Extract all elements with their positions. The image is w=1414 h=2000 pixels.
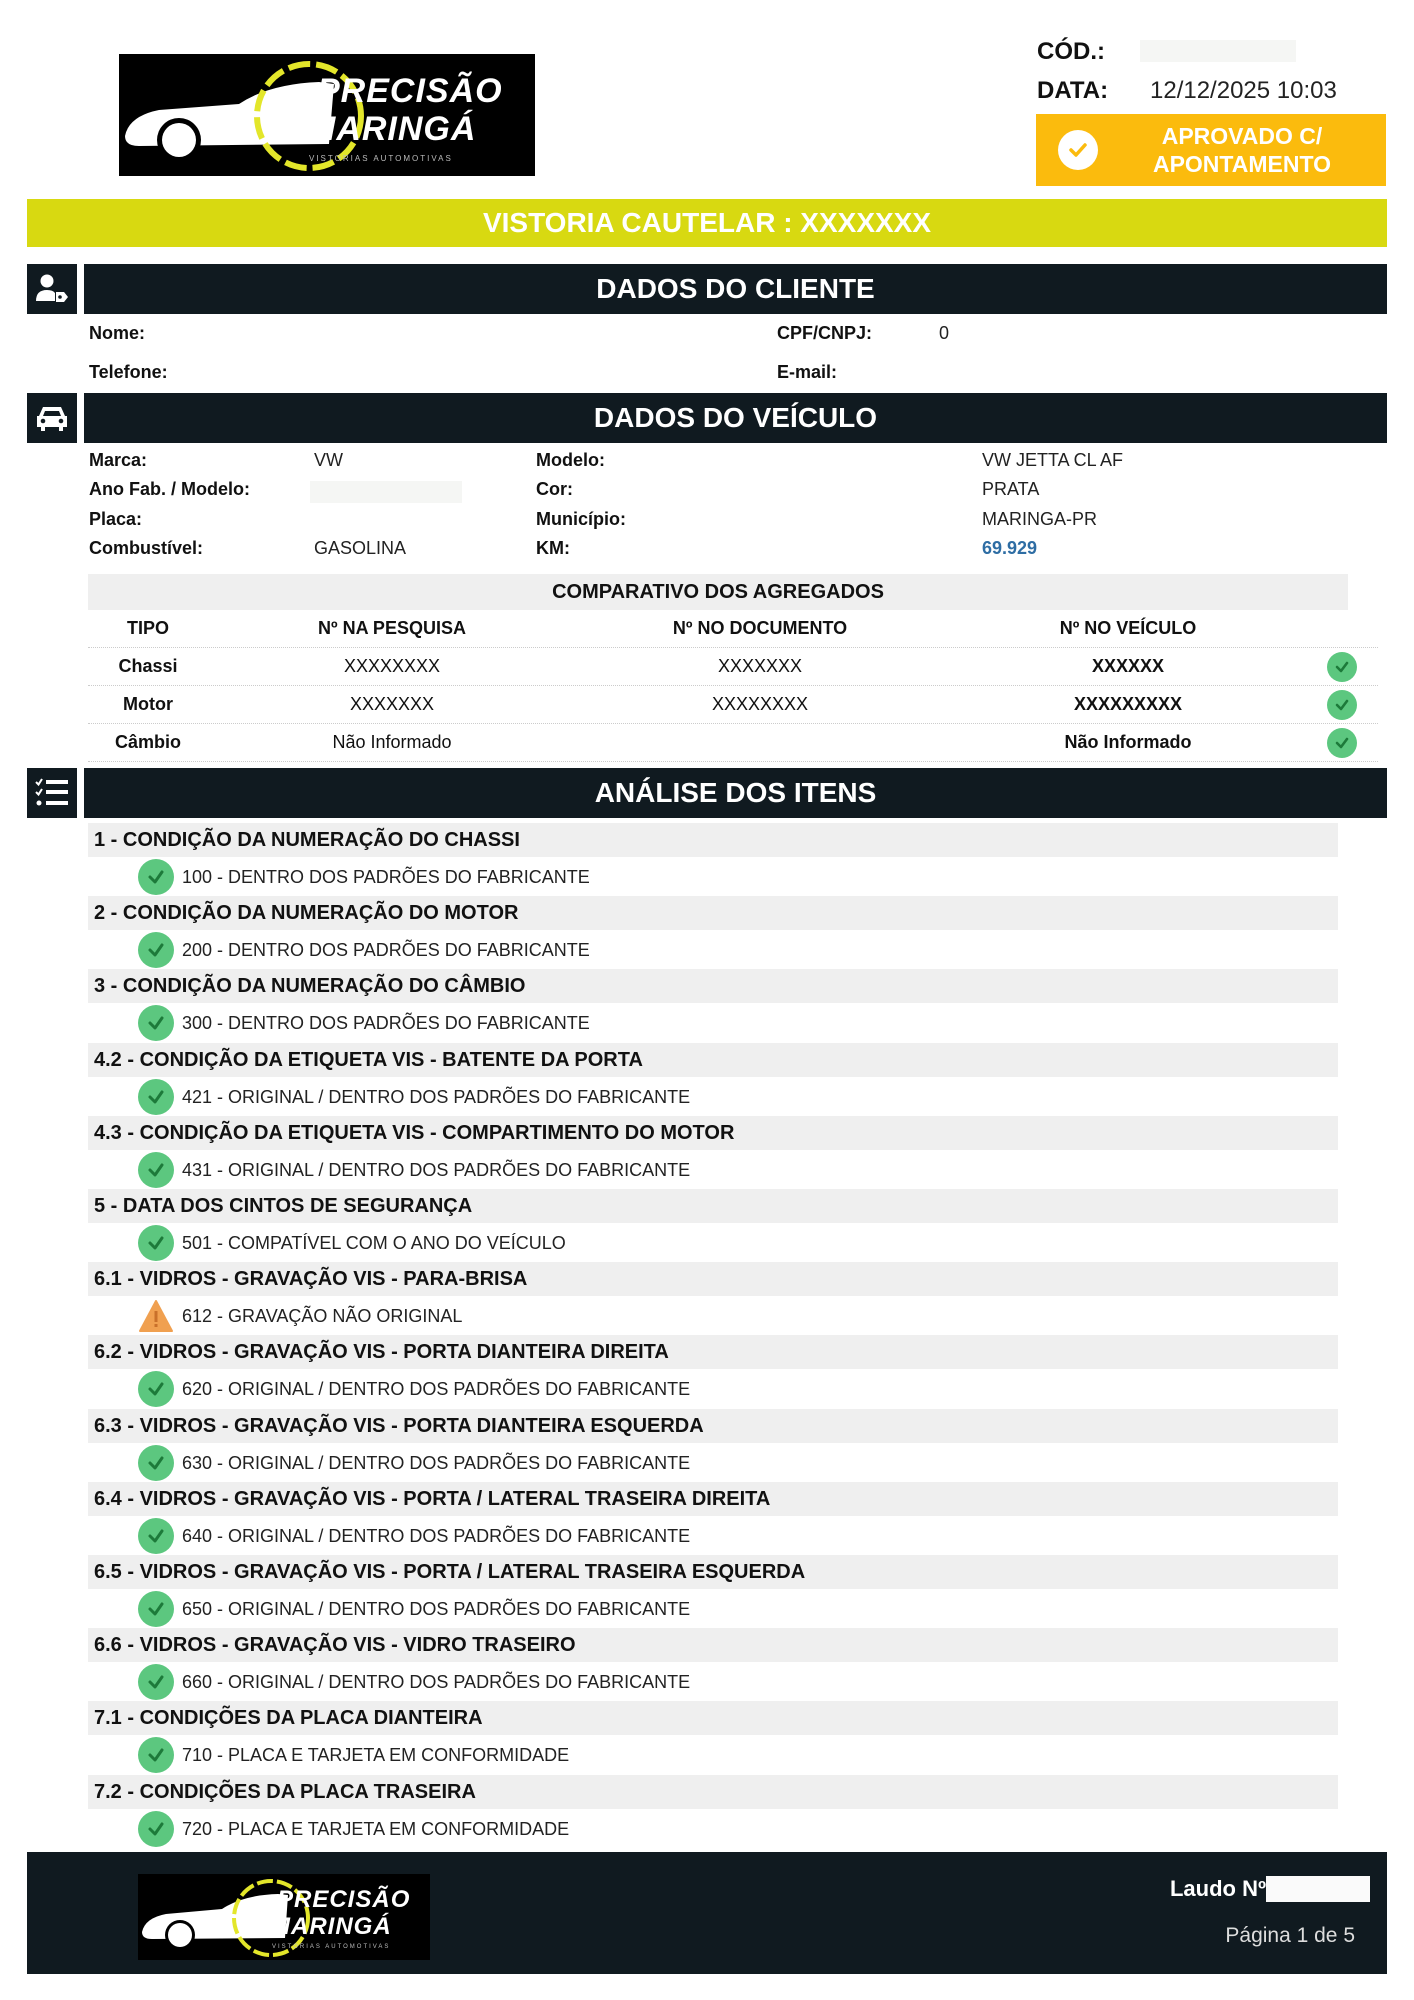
cpf-label: CPF/CNPJ: bbox=[777, 323, 873, 343]
analysis-item-title: 7.2 - CONDIÇÕES DA PLACA TRASEIRA bbox=[88, 1775, 1338, 1809]
cpf-value: 0 bbox=[939, 323, 950, 343]
result-text: 650 - ORIGINAL / DENTRO DOS PADRÕES DO FABRICANTE bbox=[182, 1598, 691, 1619]
combustivel-label: Combustível: bbox=[89, 538, 204, 558]
result-text: 300 - DENTRO DOS PADRÕES DO FABRICANTE bbox=[182, 1012, 590, 1033]
analysis-item-title: 6.5 - VIDROS - GRAVAÇÃO VIS - PORTA / LATERAL TRASEIRA ESQUERDA bbox=[88, 1555, 1338, 1589]
cell-veiculo: XXXXXX bbox=[1091, 656, 1165, 676]
footer-logo bbox=[138, 1874, 430, 1960]
check-circle-icon bbox=[138, 1079, 174, 1115]
result-text: 710 - PLACA E TARJETA EM CONFORMIDADE bbox=[182, 1744, 570, 1765]
check-circle-icon bbox=[1327, 652, 1357, 682]
municipio-value: MARINGA-PR bbox=[982, 509, 1098, 529]
cell-tipo: Câmbio bbox=[114, 732, 181, 752]
ano-label: Ano Fab. / Modelo: bbox=[89, 479, 250, 499]
analysis-item-result bbox=[138, 1078, 690, 1116]
cod-label: CÓD.: bbox=[1037, 38, 1105, 65]
company-logo bbox=[119, 54, 535, 176]
col-header-tipo: TIPO bbox=[126, 618, 169, 638]
analysis-item-title: 6.4 - VIDROS - GRAVAÇÃO VIS - PORTA / LATERAL TRASEIRA DIREITA bbox=[88, 1482, 1338, 1516]
marca-label: Marca: bbox=[89, 450, 148, 470]
result-text: 640 - ORIGINAL / DENTRO DOS PADRÕES DO FABRICANTE bbox=[182, 1525, 691, 1546]
result-text: 720 - PLACA E TARJETA EM CONFORMIDADE bbox=[182, 1818, 570, 1839]
analysis-item-title: 1 - CONDIÇÃO DA NUMERAÇÃO DO CHASSI bbox=[88, 823, 1338, 857]
analysis-item-result bbox=[138, 858, 590, 896]
result-text: 431 - ORIGINAL / DENTRO DOS PADRÕES DO FABRICANTE bbox=[182, 1159, 691, 1180]
col-header-pesquisa: Nº NA PESQUISA bbox=[318, 618, 466, 638]
col-header-veiculo: Nº NO VEÍCULO bbox=[1059, 618, 1197, 638]
check-circle-icon bbox=[1327, 690, 1357, 720]
cell-veiculo: XXXXXXXXX bbox=[1073, 694, 1183, 714]
marca-value: VW bbox=[314, 450, 343, 470]
analysis-item-title: 6.3 - VIDROS - GRAVAÇÃO VIS - PORTA DIANTEIRA ESQUERDA bbox=[88, 1409, 1338, 1443]
analysis-item-result bbox=[138, 1224, 566, 1262]
km-label: KM: bbox=[536, 538, 570, 558]
checklist-icon bbox=[27, 768, 77, 818]
warning-icon bbox=[138, 1298, 174, 1334]
analysis-item-title: 4.3 - CONDIÇÃO DA ETIQUETA VIS - COMPARTIMENTO DO MOTOR bbox=[88, 1116, 1338, 1150]
check-circle-icon bbox=[138, 1664, 174, 1700]
analysis-item-result bbox=[138, 1736, 569, 1774]
analysis-item-title: 6.2 - VIDROS - GRAVAÇÃO VIS - PORTA DIANTEIRA DIREITA bbox=[88, 1335, 1338, 1369]
analysis-item-title: 6.1 - VIDROS - GRAVAÇÃO VIS - PARA-BRISA bbox=[88, 1262, 1338, 1296]
page-title: VISTORIA CAUTELAR : XXXXXXX bbox=[27, 199, 1387, 247]
laudo-number bbox=[1170, 1876, 1370, 1902]
logo-line1: PRECISÃO bbox=[277, 1886, 411, 1913]
analysis-item-title: 2 - CONDIÇÃO DA NUMERAÇÃO DO MOTOR bbox=[88, 896, 1338, 930]
result-text: 660 - ORIGINAL / DENTRO DOS PADRÕES DO FABRICANTE bbox=[182, 1671, 691, 1692]
cor-label: Cor: bbox=[536, 479, 573, 499]
municipio-label: Município: bbox=[536, 509, 626, 529]
status-line1: APROVADO C/ bbox=[1161, 123, 1323, 149]
analysis-item-result bbox=[138, 1590, 690, 1628]
cell-tipo: Chassi bbox=[118, 656, 178, 676]
check-circle-icon bbox=[138, 859, 174, 895]
laudo-label: Laudo Nº bbox=[1169, 1876, 1266, 1901]
result-text: 200 - DENTRO DOS PADRÕES DO FABRICANTE bbox=[182, 939, 590, 960]
analysis-item-result bbox=[138, 1663, 690, 1701]
status-text bbox=[1098, 122, 1386, 178]
logo-line1: PRECISÃO bbox=[317, 72, 503, 110]
comparativo-header-row bbox=[88, 610, 1378, 648]
result-text: 612 - GRAVAÇÃO NÃO ORIGINAL bbox=[182, 1305, 463, 1326]
check-circle-icon bbox=[138, 1737, 174, 1773]
cell-pesquisa: XXXXXXXX bbox=[343, 656, 441, 676]
analysis-item-title: 3 - CONDIÇÃO DA NUMERAÇÃO DO CÂMBIO bbox=[88, 969, 1338, 1003]
result-text: 501 - COMPATÍVEL COM O ANO DO VEÍCULO bbox=[182, 1232, 566, 1253]
logo-tagline: VISTORIAS AUTOMOTIVAS bbox=[272, 1944, 391, 1950]
analysis-item-result bbox=[138, 931, 590, 969]
analysis-item-title: 6.6 - VIDROS - GRAVAÇÃO VIS - VIDRO TRASEIRO bbox=[88, 1628, 1338, 1662]
data-label: DATA: bbox=[1037, 77, 1109, 104]
analysis-item-result bbox=[138, 1297, 462, 1335]
cod-value bbox=[1140, 40, 1296, 62]
car-icon bbox=[27, 393, 77, 443]
check-circle-icon bbox=[1327, 728, 1357, 758]
check-circle-icon bbox=[138, 1518, 174, 1554]
email-label: E-mail: bbox=[777, 362, 838, 382]
result-text: 100 - DENTRO DOS PADRÕES DO FABRICANTE bbox=[182, 866, 590, 887]
table-row bbox=[88, 686, 1378, 724]
result-text: 620 - ORIGINAL / DENTRO DOS PADRÕES DO FABRICANTE bbox=[182, 1378, 691, 1399]
check-circle-icon bbox=[138, 1225, 174, 1261]
km-value: 69.929 bbox=[982, 538, 1038, 558]
analysis-item-result bbox=[138, 1810, 569, 1848]
ano-value bbox=[310, 481, 462, 503]
section-header-veiculo: DADOS DO VEÍCULO bbox=[84, 393, 1387, 443]
comparativo-title: COMPARATIVO DOS AGREGADOS bbox=[88, 574, 1348, 610]
logo-tagline: VISTORIAS AUTOMOTIVAS bbox=[309, 154, 453, 163]
cell-pesquisa: Não Informado bbox=[332, 732, 452, 752]
cor-value: PRATA bbox=[982, 479, 1040, 499]
section-header-analise: ANÁLISE DOS ITENS bbox=[84, 768, 1387, 818]
placa-label: Placa: bbox=[89, 509, 143, 529]
result-text: 421 - ORIGINAL / DENTRO DOS PADRÕES DO FABRICANTE bbox=[182, 1086, 691, 1107]
data-value: 12/12/2025 10:03 bbox=[1150, 77, 1337, 104]
check-circle-icon bbox=[138, 1811, 174, 1847]
check-circle-icon bbox=[138, 1445, 174, 1481]
table-row bbox=[88, 648, 1378, 686]
user-tag-icon bbox=[27, 264, 77, 314]
modelo-label: Modelo: bbox=[536, 450, 605, 470]
telefone-label: Telefone: bbox=[89, 362, 168, 382]
cell-veiculo: Não Informado bbox=[1064, 732, 1192, 752]
analysis-item-result bbox=[138, 1370, 690, 1408]
analysis-item-result bbox=[138, 1444, 690, 1482]
modelo-value: VW JETTA CL AF bbox=[982, 450, 1124, 470]
analysis-item-result bbox=[138, 1151, 690, 1189]
status-line2: APONTAMENTO bbox=[1152, 151, 1332, 177]
analysis-item-title: 4.2 - CONDIÇÃO DA ETIQUETA VIS - BATENTE DA PORTA bbox=[88, 1043, 1338, 1077]
logo-line2: MARINGÁ bbox=[270, 1913, 392, 1940]
status-badge bbox=[1036, 114, 1386, 186]
page-indicator: Página 1 de 5 bbox=[1225, 1924, 1355, 1947]
analysis-item-result bbox=[138, 1517, 690, 1555]
analysis-item-title: 7.1 - CONDIÇÕES DA PLACA DIANTEIRA bbox=[88, 1701, 1338, 1735]
check-circle-icon bbox=[138, 1371, 174, 1407]
check-circle-icon bbox=[138, 1591, 174, 1627]
section-header-cliente: DADOS DO CLIENTE bbox=[84, 264, 1387, 314]
cell-pesquisa: XXXXXXX bbox=[349, 694, 435, 714]
result-text: 630 - ORIGINAL / DENTRO DOS PADRÕES DO FABRICANTE bbox=[182, 1452, 691, 1473]
col-header-documento: Nº NO DOCUMENTO bbox=[672, 618, 848, 638]
analysis-item-title: 5 - DATA DOS CINTOS DE SEGURANÇA bbox=[88, 1189, 1338, 1223]
cell-documento: XXXXXXXX bbox=[711, 694, 809, 714]
combustivel-value: GASOLINA bbox=[314, 538, 407, 558]
analysis-item-result bbox=[138, 1004, 590, 1042]
logo-line2: MARINGÁ bbox=[307, 110, 477, 148]
check-circle-icon bbox=[138, 1152, 174, 1188]
laudo-value bbox=[1266, 1876, 1370, 1902]
nome-label: Nome: bbox=[89, 323, 146, 343]
check-circle-icon bbox=[138, 1005, 174, 1041]
check-circle-icon bbox=[1058, 130, 1098, 170]
cell-documento: XXXXXXX bbox=[717, 656, 803, 676]
table-row bbox=[88, 724, 1378, 762]
check-circle-icon bbox=[138, 932, 174, 968]
cell-tipo: Motor bbox=[123, 694, 173, 714]
